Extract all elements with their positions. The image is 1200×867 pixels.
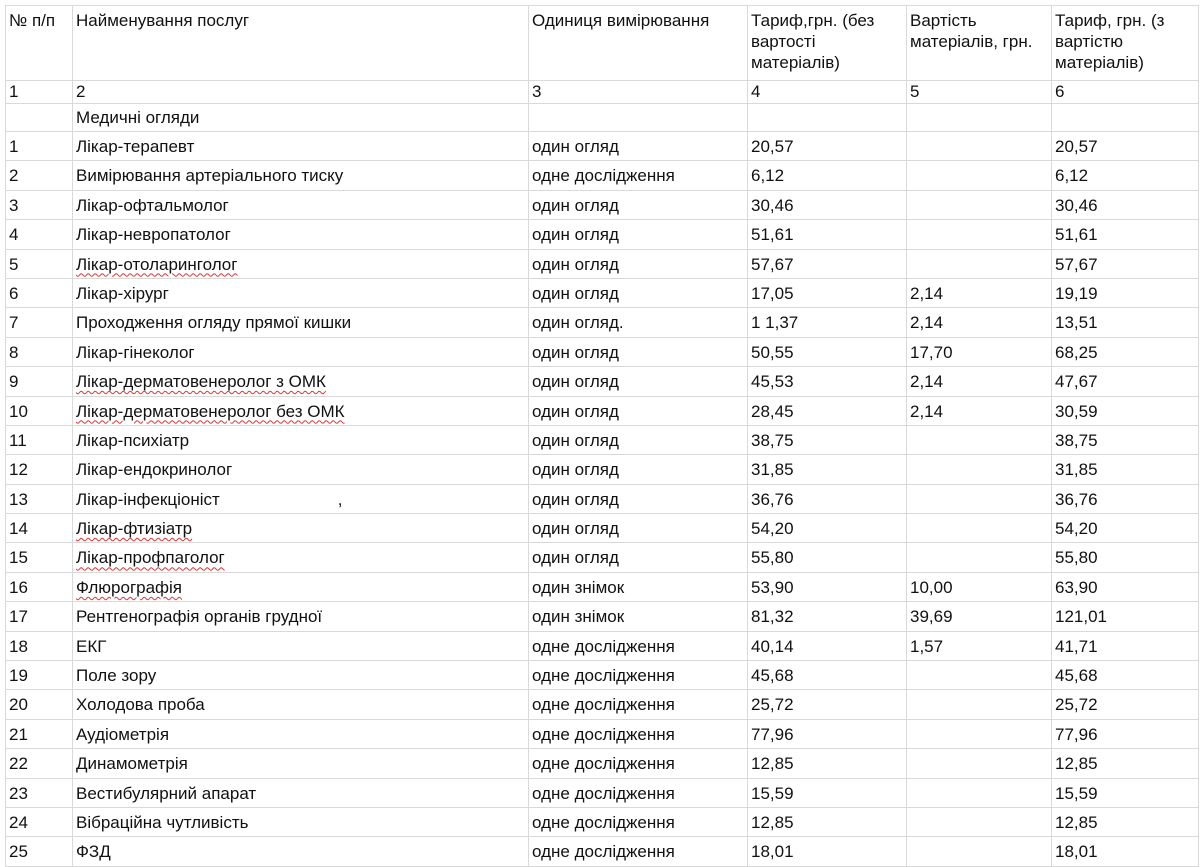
materials-cost: 1,57	[907, 631, 1052, 660]
service-name-text: ЕКГ	[76, 636, 107, 656]
unit-of-measure: одне дослідження	[529, 778, 748, 807]
table-row	[6, 425, 1199, 454]
service-name	[73, 543, 529, 572]
materials-cost	[907, 837, 1052, 866]
service-name	[73, 572, 529, 601]
tariff-without-materials: 81,32	[748, 602, 907, 631]
tariff-with-materials: 12,85	[1052, 807, 1199, 836]
materials-cost: 2,14	[907, 308, 1052, 337]
materials-cost	[907, 249, 1052, 278]
service-name-text: Лікар-гінеколог	[76, 342, 195, 362]
tariff-without-materials: 45,53	[748, 367, 907, 396]
tariff-without-materials: 40,14	[748, 631, 907, 660]
service-name-text: Флюрографія	[76, 577, 183, 597]
unit-of-measure: один огляд	[529, 249, 748, 278]
service-name	[73, 455, 529, 484]
unit-of-measure: один огляд	[529, 484, 748, 513]
header-tariff-without-materials: Тариф,грн. (без вартості матеріалів)	[748, 6, 907, 81]
unit-of-measure: одне дослідження	[529, 719, 748, 748]
tariff-with-materials: 68,25	[1052, 337, 1199, 366]
tariff-with-materials: 51,61	[1052, 220, 1199, 249]
tariff-without-materials: 1 1,37	[748, 308, 907, 337]
tariff-with-materials: 6,12	[1052, 161, 1199, 190]
section-title: Медичні огляди	[73, 104, 529, 132]
empty-cell	[907, 104, 1052, 132]
row-number: 5	[6, 249, 73, 278]
service-name-text: Лікар-хірург	[76, 283, 169, 303]
tariff-with-materials: 12,85	[1052, 749, 1199, 778]
row-number: 1	[6, 132, 73, 161]
tariff-with-materials: 18,01	[1052, 837, 1199, 866]
row-number: 25	[6, 837, 73, 866]
service-name	[73, 278, 529, 307]
service-name	[73, 425, 529, 454]
service-name	[73, 308, 529, 337]
materials-cost	[907, 484, 1052, 513]
service-name-text: Проходження огляду прямої кишки	[76, 313, 352, 333]
tariff-with-materials: 30,59	[1052, 396, 1199, 425]
service-name	[73, 190, 529, 219]
service-name	[73, 396, 529, 425]
unit-of-measure: одне дослідження	[529, 661, 748, 690]
table-row	[6, 807, 1199, 836]
table-row	[6, 484, 1199, 513]
unit-of-measure: одне дослідження	[529, 837, 748, 866]
service-name-text: Лікар-отоларинголог	[76, 254, 238, 274]
unit-of-measure: один огляд	[529, 514, 748, 543]
materials-cost	[907, 425, 1052, 454]
table-row	[6, 190, 1199, 219]
service-name	[73, 778, 529, 807]
unit-of-measure: один огляд	[529, 132, 748, 161]
unit-of-measure: один огляд	[529, 543, 748, 572]
unit-of-measure: один огляд	[529, 220, 748, 249]
row-number: 13	[6, 484, 73, 513]
service-name	[73, 690, 529, 719]
materials-cost	[907, 543, 1052, 572]
row-number: 6	[6, 278, 73, 307]
tariff-without-materials: 6,12	[748, 161, 907, 190]
materials-cost: 2,14	[907, 367, 1052, 396]
tariff-without-materials: 57,67	[748, 249, 907, 278]
service-name	[73, 484, 529, 513]
service-name-text: Холодова проба	[76, 695, 205, 715]
service-name	[73, 367, 529, 396]
tariff-without-materials: 53,90	[748, 572, 907, 601]
materials-cost: 17,70	[907, 337, 1052, 366]
table-row	[6, 132, 1199, 161]
unit-of-measure: один огляд	[529, 455, 748, 484]
unit-of-measure: один огляд.	[529, 308, 748, 337]
unit-of-measure: один огляд	[529, 425, 748, 454]
tariff-without-materials: 25,72	[748, 690, 907, 719]
table-row	[6, 249, 1199, 278]
unit-of-measure: один знімок	[529, 602, 748, 631]
table-row	[6, 337, 1199, 366]
service-name-text: Поле зору	[76, 666, 157, 686]
service-name	[73, 249, 529, 278]
service-name	[73, 337, 529, 366]
service-name	[73, 220, 529, 249]
unit-of-measure: один огляд	[529, 278, 748, 307]
service-name	[73, 749, 529, 778]
tariff-with-materials: 54,20	[1052, 514, 1199, 543]
tariff-with-materials: 47,67	[1052, 367, 1199, 396]
row-number: 7	[6, 308, 73, 337]
header-materials-cost: Вартість матеріалів, грн.	[907, 6, 1052, 81]
unit-of-measure: одне дослідження	[529, 807, 748, 836]
tariff-with-materials: 63,90	[1052, 572, 1199, 601]
row-number: 10	[6, 396, 73, 425]
unit-of-measure: одне дослідження	[529, 690, 748, 719]
service-name	[73, 719, 529, 748]
table-row	[6, 161, 1199, 190]
table-row	[6, 719, 1199, 748]
materials-cost	[907, 132, 1052, 161]
service-name-text: Лікар-інфекціоніст	[76, 489, 220, 509]
service-name	[73, 602, 529, 631]
table-row	[6, 543, 1199, 572]
tariff-without-materials: 31,85	[748, 455, 907, 484]
materials-cost	[907, 807, 1052, 836]
table-row	[6, 514, 1199, 543]
tariff-with-materials: 15,59	[1052, 778, 1199, 807]
tariff-without-materials: 28,45	[748, 396, 907, 425]
tariff-without-materials: 20,57	[748, 132, 907, 161]
unit-of-measure: один огляд	[529, 396, 748, 425]
tariff-without-materials: 36,76	[748, 484, 907, 513]
unit-of-measure: один огляд	[529, 337, 748, 366]
empty-cell	[1052, 104, 1199, 132]
service-name-text: Лікар-дерматовенеролог з ОМК	[76, 372, 326, 392]
service-name-text: Рентгенографія органів грудної	[76, 607, 323, 627]
table-row	[6, 602, 1199, 631]
materials-cost	[907, 719, 1052, 748]
table-row	[6, 572, 1199, 601]
stray-comma: ,	[337, 489, 343, 509]
table-row	[6, 749, 1199, 778]
tariff-with-materials: 38,75	[1052, 425, 1199, 454]
unit-of-measure: один огляд	[529, 190, 748, 219]
service-name	[73, 514, 529, 543]
header-unit: Одиниця вимірювання	[529, 6, 748, 81]
table-row	[6, 278, 1199, 307]
header-tariff-with-materials: Тариф, грн. (з вартістю матеріалів)	[1052, 6, 1199, 81]
section-row	[6, 104, 1199, 132]
row-number: 4	[6, 220, 73, 249]
row-number: 16	[6, 572, 73, 601]
table-row	[6, 220, 1199, 249]
service-name-text: Динамометрія	[76, 754, 188, 774]
tariff-without-materials: 12,85	[748, 749, 907, 778]
tariff-with-materials: 55,80	[1052, 543, 1199, 572]
empty-cell	[529, 104, 748, 132]
tariff-with-materials: 25,72	[1052, 690, 1199, 719]
materials-cost: 2,14	[907, 396, 1052, 425]
row-number: 23	[6, 778, 73, 807]
service-name	[73, 661, 529, 690]
table-row	[6, 308, 1199, 337]
materials-cost	[907, 455, 1052, 484]
column-number: 3	[529, 81, 748, 104]
tariff-with-materials: 45,68	[1052, 661, 1199, 690]
unit-of-measure: одне дослідження	[529, 161, 748, 190]
tariff-with-materials: 30,46	[1052, 190, 1199, 219]
table-row	[6, 778, 1199, 807]
materials-cost	[907, 690, 1052, 719]
row-number: 17	[6, 602, 73, 631]
tariff-with-materials: 20,57	[1052, 132, 1199, 161]
tariff-with-materials: 31,85	[1052, 455, 1199, 484]
unit-of-measure: одне дослідження	[529, 749, 748, 778]
tariff-without-materials: 54,20	[748, 514, 907, 543]
service-name-text: Лікар-профпаголог	[76, 548, 225, 568]
tariff-without-materials: 18,01	[748, 837, 907, 866]
tariff-without-materials: 30,46	[748, 190, 907, 219]
service-name-text: Вестибулярний апарат	[76, 783, 257, 803]
tariff-without-materials: 17,05	[748, 278, 907, 307]
materials-cost	[907, 749, 1052, 778]
row-number: 22	[6, 749, 73, 778]
section-number-cell	[6, 104, 73, 132]
column-number: 4	[748, 81, 907, 104]
materials-cost	[907, 161, 1052, 190]
header-number: № п/п	[6, 6, 73, 81]
materials-cost	[907, 190, 1052, 219]
tariff-without-materials: 50,55	[748, 337, 907, 366]
tariff-without-materials: 38,75	[748, 425, 907, 454]
materials-cost	[907, 661, 1052, 690]
materials-cost	[907, 220, 1052, 249]
service-name-text: Лікар-офтальмолог	[76, 195, 229, 215]
column-number: 6	[1052, 81, 1199, 104]
table-row	[6, 661, 1199, 690]
header-service-name: Найменування послуг	[73, 6, 529, 81]
service-name	[73, 837, 529, 866]
tariff-with-materials: 13,51	[1052, 308, 1199, 337]
service-name	[73, 631, 529, 660]
unit-of-measure: одне дослідження	[529, 631, 748, 660]
row-number: 9	[6, 367, 73, 396]
materials-cost: 10,00	[907, 572, 1052, 601]
header-row	[6, 6, 1199, 81]
service-name	[73, 161, 529, 190]
row-number: 8	[6, 337, 73, 366]
tariff-table-container	[5, 5, 1198, 867]
tariff-without-materials: 51,61	[748, 220, 907, 249]
tariff-with-materials: 36,76	[1052, 484, 1199, 513]
column-number: 1	[6, 81, 73, 104]
service-name-text: Лікар-ендокринолог	[76, 460, 233, 480]
tariff-with-materials: 19,19	[1052, 278, 1199, 307]
row-number: 2	[6, 161, 73, 190]
tariff-without-materials: 55,80	[748, 543, 907, 572]
table-row	[6, 690, 1199, 719]
service-name-text: Лікар-невропатолог	[76, 225, 231, 245]
tariff-with-materials: 77,96	[1052, 719, 1199, 748]
row-number: 18	[6, 631, 73, 660]
service-name-text: Аудіометрія	[76, 724, 170, 744]
column-number-row	[6, 81, 1199, 104]
tariff-without-materials: 45,68	[748, 661, 907, 690]
column-number: 2	[73, 81, 529, 104]
empty-cell	[748, 104, 907, 132]
tariff-table	[5, 5, 1199, 867]
tariff-without-materials: 77,96	[748, 719, 907, 748]
unit-of-measure: один огляд	[529, 367, 748, 396]
tariff-with-materials: 121,01	[1052, 602, 1199, 631]
table-row	[6, 631, 1199, 660]
row-number: 24	[6, 807, 73, 836]
table-row	[6, 367, 1199, 396]
tariff-without-materials: 12,85	[748, 807, 907, 836]
service-name-text: Лікар-психіатр	[76, 430, 190, 450]
column-number: 5	[907, 81, 1052, 104]
service-name-text: Лікар-фтизіатр	[76, 519, 193, 539]
materials-cost: 2,14	[907, 278, 1052, 307]
service-name-text: Вимірювання артеріального тиску	[76, 166, 344, 186]
service-name-text: Лікар-терапевт	[76, 137, 195, 156]
row-number: 12	[6, 455, 73, 484]
row-number: 14	[6, 514, 73, 543]
row-number: 3	[6, 190, 73, 219]
materials-cost: 39,69	[907, 602, 1052, 631]
table-row	[6, 396, 1199, 425]
tariff-with-materials: 57,67	[1052, 249, 1199, 278]
service-name-text: Вібраційна чутливість	[76, 812, 249, 832]
service-name-text: ФЗД	[76, 842, 111, 862]
table-row	[6, 455, 1199, 484]
service-name-text: Лікар-дерматовенеролог без ОМК	[76, 401, 345, 421]
service-name	[73, 807, 529, 836]
tariff-with-materials: 41,71	[1052, 631, 1199, 660]
row-number: 19	[6, 661, 73, 690]
row-number: 15	[6, 543, 73, 572]
tariff-without-materials: 15,59	[748, 778, 907, 807]
table-row	[6, 837, 1199, 866]
unit-of-measure: один знімок	[529, 572, 748, 601]
service-name	[73, 132, 529, 161]
materials-cost	[907, 514, 1052, 543]
materials-cost	[907, 778, 1052, 807]
row-number: 20	[6, 690, 73, 719]
row-number: 11	[6, 425, 73, 454]
row-number: 21	[6, 719, 73, 748]
